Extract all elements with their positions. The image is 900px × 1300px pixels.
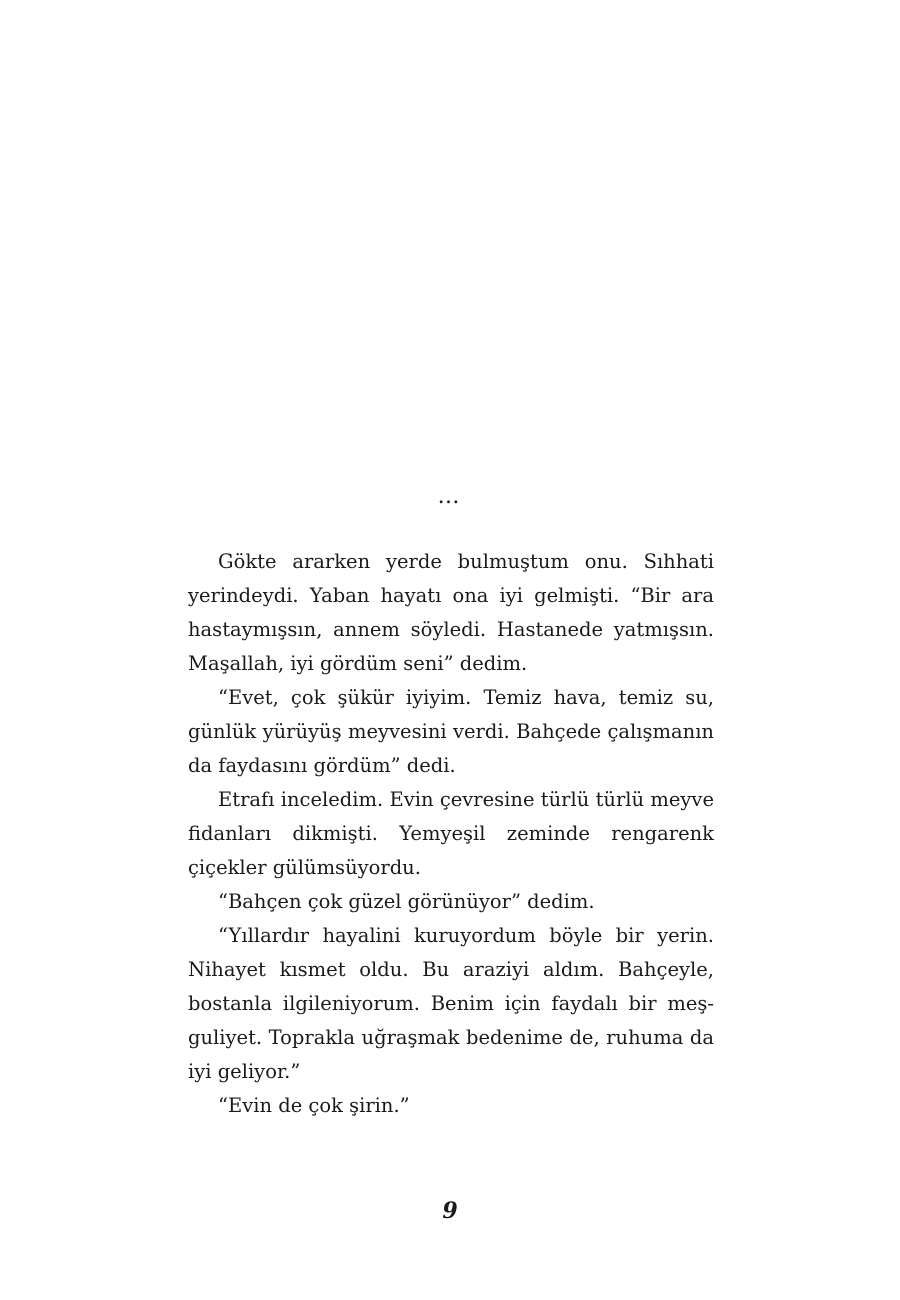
section-separator: … <box>437 484 463 509</box>
paragraph-4: “Bahçen çok güzel görünüyor” dedim. <box>218 890 595 913</box>
paragraph-2: “Evet, çok şükür iyiyim. Temiz hava, temiz su, günlük yürüyüş meyvesini verdi. Bahçede çalışmanın da faydasını gördüm” dedi. <box>188 686 714 777</box>
paragraph-6: “Evin de çok şirin.” <box>218 1094 410 1117</box>
paragraph-3: Etrafı inceledim. Evin çevresine türlü türlü meyve fidanları dikmişti. Yemyeşil zeminde rengarenk çiçekler gülümsüyordu. <box>188 788 714 879</box>
page-number: 9 <box>442 1198 458 1224</box>
paragraph-1: Gökte ararken yerde bulmuştum onu. Sıhhati yerindeydi. Yaban hayatı ona iyi gelmişti. “Bir ara hastaymışsın, annem söyledi. Hastanede yatmışsın. Maşallah, iyi gördüm seni” dedim. <box>188 550 714 675</box>
body-text <box>188 545 714 1123</box>
paragraph-5: “Yıllardır hayalini kuruyordum böyle bir yerin. Nihayet kısmet oldu. Bu araziyi aldım. Bahçeyle, bostanla ilgileniyorum. Benim için faydalı bir meşguliyet. Toprakla uğraşmak bedenime de, ruhuma da iyi geliyor.” <box>188 924 714 1083</box>
